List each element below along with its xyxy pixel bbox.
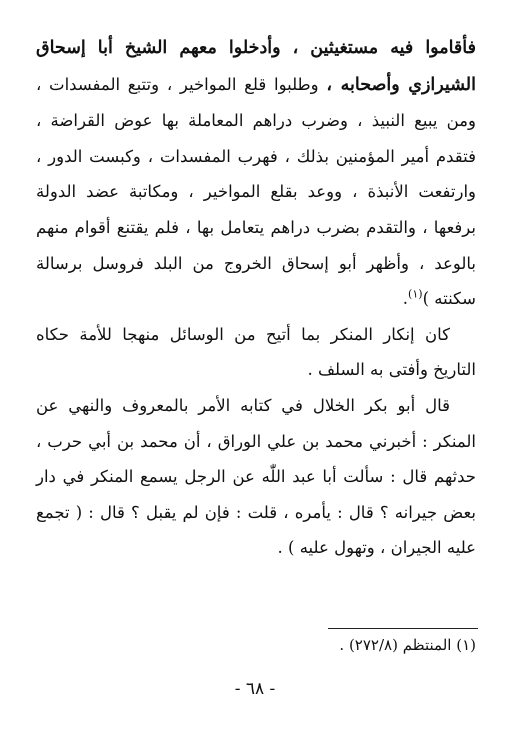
paragraph-3: قال أبو بكر الخلال في كتابه الأمر بالمعروف والنهي عن المنكر : أخبرني محمد بن علي الوراق ، أن محمد بن أبي حرب ، حدثهم قال : سألت أبا عبد اللّٰه عن الرجل يسمع المنكر في دار بعض جيرانه ؟ قال : يأمره ، قلت : فإن لم يقبل ؟ قال : ( تجمع عليه الجيران ، وتهول عليه ) . (36, 395, 476, 558)
footnote: (١) المنتظم (٢٧٢/٨) . (339, 636, 476, 654)
body-text (36, 30, 476, 566)
bold-intro: فأقاموا فيه مستغيثين ، وأدخلوا معهم الشيخ أبا إسحاق الشيرازي وأصحابه ، (36, 38, 477, 95)
paragraph-2: كان إنكار المنكر بما أتيح من الوسائل منهجا للأمة حكاه التاريخ وأفتى به السلف . (36, 324, 476, 380)
paragraph-1 (36, 30, 476, 317)
footnote-divider (328, 628, 478, 629)
paragraph-1-text: وطلبوا قلع المواخير ، وتتبع المفسدات ، ومن يبيع النبيذ ، وضرب دراهم المعاملة بها عوض القراضة ، فتقدم أمير المؤمنين بذلك ، فهرب المفسدات ، وكبست الدور ، وارتفعت الأنبذة ، ووعد بقلع المواخير ، ومكاتبة عضد الدولة برفعها ، والتقدم بضرب دراهم يتعامل بها ، فلم يقتنع أقوام منهم بالوعد ، وأظهر أبو إسحاق الخروج من البلد فروسل برسالة سكنته ) (36, 74, 476, 309)
footnote-reference: (١) (408, 287, 423, 301)
page-number: - ٦٨ - (234, 679, 276, 699)
paragraph-1-ending: . (402, 289, 409, 309)
